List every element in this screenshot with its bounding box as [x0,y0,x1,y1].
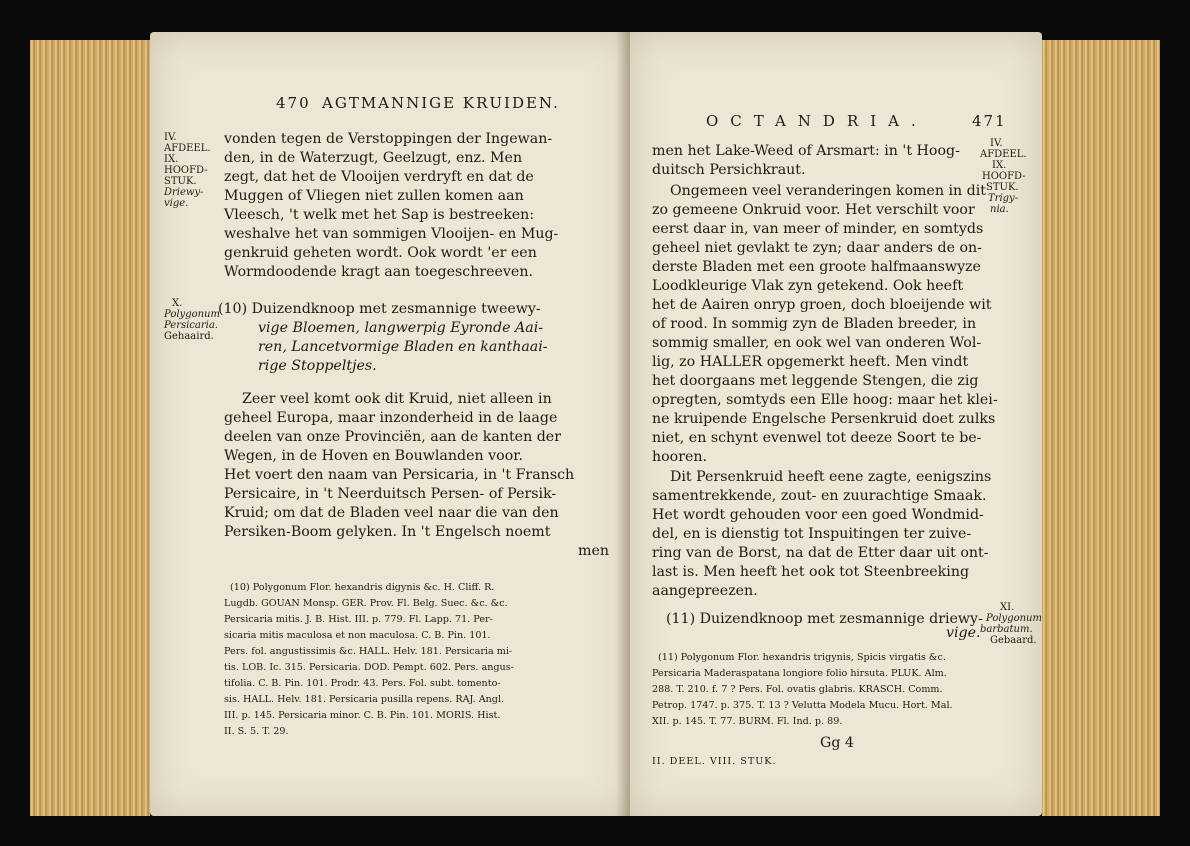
footnote-line: XII. p. 145. T. 77. BURM. Fl. Ind. p. 89. [652,716,843,727]
text-line: Persicaire, in 't Neerduitsch Persen- of Persik- [224,486,557,502]
text-line: zegt, dat het de Vlooijen verdryft en dat de [224,169,534,185]
text-line: sommig smaller, en ook wel van onderen Wol- [652,335,982,351]
text-line: geheel Europa, maar inzonderheid in de laage [224,410,558,426]
text-line: rige Stoppeltjes. [258,358,377,374]
text-line: last is. Men heeft het ook tot Steenbreeking [652,564,970,580]
catchword: men [578,543,609,559]
text-line: hooren. [652,449,708,465]
margin-line: Gehaaird. [164,331,214,342]
text-line: del, en is dienstig tot Inspuitingen ter zuive- [652,526,972,542]
margin-line: barbatum. [980,624,1033,635]
margin-line: IV. [990,138,1003,149]
right-page-number: 471 [972,112,1007,130]
text-line: deelen van onze Provinciën, aan de kanten der [224,429,561,445]
margin-line: STUK. [986,182,1019,193]
footnote-line: 288. T. 210. f. 7 ? Pers. Fol. ovatis glabris. KRASCH. Comm. [652,684,943,695]
footnote-line: Pers. fol. angustissimis &c. HALL. Helv. 181. Persicaria mi- [224,646,513,657]
footnote-line: III. p. 145. Persicaria minor. C. B. Pin. 101. MORIS. Hist. [224,710,501,721]
right-running-head: OCTANDRIA. [706,112,928,130]
text-line: aangepreezen. [652,583,758,599]
footnote-line: Persicaria Maderaspatana longiore folio hirsuta. PLUK. Alm. [652,668,947,679]
text-line: Ongemeen veel veranderingen komen in dit [670,183,986,199]
text-line: samentrekkende, zout- en zuurachtige Smaak. [652,488,987,504]
margin-line: AFDEEL. [164,143,211,154]
margin-line: IX. [164,154,179,165]
text-line: Loodkleurige Vlak zyn getekend. Ook heeft [652,278,964,294]
text-line: niet, en schynt evenwel tot deeze Soort te be- [652,430,982,446]
margin-line: Trigy- [988,193,1019,204]
margin-line: IX. [992,160,1007,171]
volume-part-line: II. DEEL. VIII. STUK. [652,756,777,767]
right-page [630,32,1042,816]
text-line: ren, Lancetvormige Bladen en kanthaai- [258,339,548,355]
margin-line: X. [172,298,183,309]
footnote-line: (11) Polygonum Flor. hexandris trigynis, Spicis virgatis &c. [658,652,946,663]
footnote-line: Petrop. 1747. p. 375. T. 13 ? Velutta Modela Mucu. Hort. Mal. [652,700,953,711]
text-line: Zeer veel komt ook dit Kruid, niet alleen in [242,391,552,407]
text-line: (11) Duizendknoop met zesmannige driewy- [666,611,983,627]
text-line: vige. [946,625,981,641]
text-line: men het Lake-Weed of Arsmart: in 't Hoog- [652,143,960,159]
text-line: het doorgaans met leggende Stengen, die zig [652,373,979,389]
right-page-edges [1042,40,1160,816]
text-line: duitsch Persichkraut. [652,162,806,178]
footnote-line: Persicaria mitis. J. B. Hist. III. p. 779. Fl. Lapp. 71. Per- [224,614,493,625]
margin-line: nia. [990,204,1009,215]
text-line: geheel niet gevlakt te zyn; daar anders de on- [652,240,982,256]
margin-line: Persicaria. [164,320,218,331]
margin-line: IV. [164,132,177,143]
text-line: (10) Duizendknoop met zesmannige tweewy- [218,301,541,317]
text-line: Kruid; om dat de Bladen veel naar die van den [224,505,559,521]
text-line: ring van de Borst, na dat de Etter daar uit ont- [652,545,989,561]
text-line: vonden tegen de Verstoppingen der Ingewan- [224,131,553,147]
text-line: of rood. In sommig zyn de Bladen breeder, in [652,316,977,332]
footnote-line: (10) Polygonum Flor. hexandris digynis &c. H. Cliff. R. [230,582,495,593]
margin-line: Gebaard. [990,635,1037,646]
footnote-line: sicaria mitis maculosa et non maculosa. C. B. Pin. 101. [224,630,491,641]
margin-line: Polygonum [164,309,220,320]
text-line: derste Bladen met een groote halfmaanswyze [652,259,981,275]
text-line: Muggen of Vliegen niet zullen komen aan [224,188,524,204]
text-line: het de Aairen onryp groen, doch bloeijende wit [652,297,992,313]
text-line: Het wordt gehouden voor een goed Wondmid- [652,507,984,523]
margin-line: STUK. [164,176,197,187]
text-line: genkruid geheten wordt. Ook wordt 'er een [224,245,537,261]
footnote-line: Lugdb. GOUAN Monsp. GER. Prov. Fl. Belg. Suec. &c. &c. [224,598,508,609]
open-book [30,12,1160,834]
footnote-line: tis. LOB. Ic. 315. Persicaria. DOD. Pempt. 602. Pers. angus- [224,662,514,673]
text-line: ne kruipende Engelsche Persenkruid doet zulks [652,411,996,427]
margin-line: HOOFD- [982,171,1026,182]
text-line: Dit Persenkruid heeft eene zagte, eenigszins [670,469,992,485]
footnote-line: tifolia. C. B. Pin. 101. Prodr. 43. Pers. Fol. subt. tomento- [224,678,501,689]
text-line: den, in de Waterzugt, Geelzugt, enz. Men [224,150,523,166]
left-page-number: 470 [276,94,311,112]
footnote-line: sis. HALL. Helv. 181. Persicaria pusilla repens. RAJ. Angl. [224,694,505,705]
text-line: Vleesch, 't welk met het Sap is bestreeken: [224,207,535,223]
signature-mark: Gg 4 [820,735,854,751]
margin-line: AFDEEL. [980,149,1027,160]
text-line: weshalve het van sommigen Vlooijen- en Mug- [224,226,559,242]
footnote-line: II. S. 5. T. 29. [224,726,289,737]
text-line: Wegen, in de Hoven en Bouwlanden voor. [224,448,523,464]
left-running-head: AGTMANNIGE KRUIDEN. [322,94,560,112]
text-line: zo gemeene Onkruid voor. Het verschilt voor [652,202,975,218]
margin-line: Driewy- [164,187,204,198]
margin-line: Polygonum [986,613,1042,624]
text-line: vige Bloemen, langwerpig Eyronde Aai- [258,320,544,336]
margin-line: HOOFD- [164,165,208,176]
text-line: Het voert den naam van Persicaria, in 't Fransch [224,467,575,483]
text-line: opregten, somtyds een Elle hoog: maar het klei- [652,392,998,408]
left-page-edges [30,40,150,816]
text-line: Wormdoodende kragt aan toegeschreeven. [224,264,533,280]
text-line: eerst daar in, van meer of minder, en somtyds [652,221,984,237]
margin-line: XI. [1000,602,1015,613]
margin-line: vige. [164,198,189,209]
left-page [150,32,630,816]
text-line: lig, zo HALLER opgemerkt heeft. Men vindt [652,354,969,370]
text-line: Persiken-Boom gelyken. In 't Engelsch noemt [224,524,551,540]
